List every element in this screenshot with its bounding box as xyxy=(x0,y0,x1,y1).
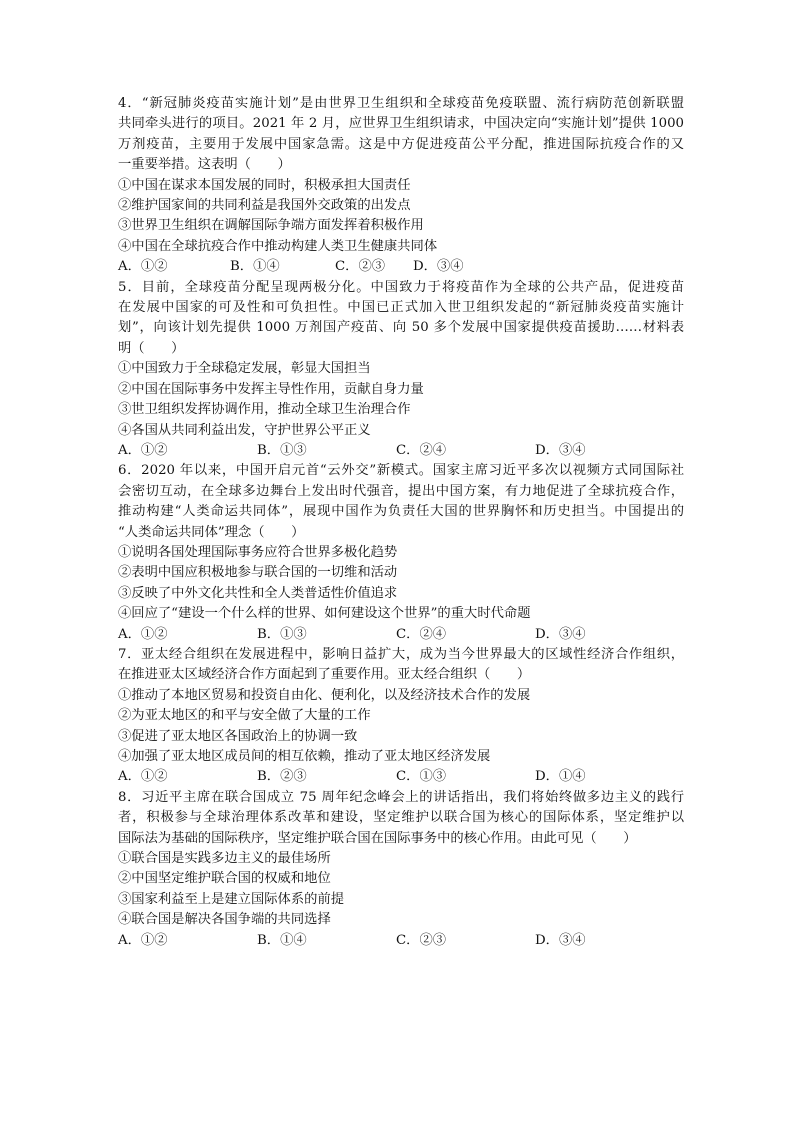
question-stem-line: 一重要举措。这表明（ ） xyxy=(118,157,291,173)
question-stem-line: 5．目前，全球疫苗分配呈现两极分化。中国致力于将疫苗作为全球的公共产品，促进疫苗 xyxy=(118,279,684,295)
option-b: B．①③ xyxy=(257,626,307,642)
option-b: B．②③ xyxy=(257,769,307,785)
option-b: B．①④ xyxy=(230,259,280,275)
statement-3: ③反映了中外文化共性和全人类普适性价值追求 xyxy=(118,585,398,601)
option-c: C．②④ xyxy=(396,626,447,642)
question-stem-line: 万剂疫苗，主要用于发展中国家急需。这是中方促进疫苗公平分配，推进国际抗疫合作的又 xyxy=(118,136,684,152)
question-stem-line: 会密切互动，在全球多边舞台上发出时代强音，提出中国方案，有力地促进了全球抗疫合作， xyxy=(118,483,684,499)
statement-2: ②表明中国应积极地参与联合国的一切维和活动 xyxy=(118,565,398,581)
question-stem-line: 在发展中国家的可及性和可负担性。中国已正式加入世卫组织发起的“新冠肺炎疫苗实施计 xyxy=(118,300,684,316)
option-b: B．①③ xyxy=(257,442,307,458)
question-stem-line: 8．习近平主席在联合国成立 75 周年纪念峰会上的讲话指出，我们将始终做多边主义的践行 xyxy=(118,789,684,805)
statement-1: ①推动了本地区贸易和投资自由化、便利化，以及经济技术合作的发展 xyxy=(118,687,531,703)
question-stem-line: 者，积极参与全球治理体系改革和建设，坚定维护以联合国为核心的国际体系，坚定维护以 xyxy=(118,810,684,826)
option-c: C．②③ xyxy=(396,932,447,948)
statement-1: ①中国在谋求本国发展的同时，积极承担大国责任 xyxy=(118,177,411,193)
option-a: A．①② xyxy=(118,259,168,275)
question-stem-line: 7．亚太经合组织在发展进程中，影响日益扩大，成为当今世界最大的区域性经济合作组织， xyxy=(118,646,684,662)
question-4 xyxy=(118,94,684,278)
option-a: A．①② xyxy=(118,442,168,458)
exam-page xyxy=(118,94,684,951)
answer-options xyxy=(118,625,684,645)
question-stem-line: 明（ ） xyxy=(118,340,185,356)
statement-4: ④加强了亚太地区成员间的相互依赖，推动了亚太地区经济发展 xyxy=(118,749,491,764)
question-stem-line: “人类命运共同体”理念（ ） xyxy=(118,524,305,540)
option-d: D．①④ xyxy=(535,769,586,785)
question-6 xyxy=(118,461,684,645)
answer-options xyxy=(118,767,684,787)
statement-4: ④中国在全球抗疫合作中推动构建人类卫生健康共同体 xyxy=(118,238,438,254)
option-a: A．①② xyxy=(118,626,168,642)
statement-2: ②为亚太地区的和平与安全做了大量的工作 xyxy=(118,708,371,724)
question-stem-line: 推动构建“人类命运共同体”，展现中国作为负责任大国的世界胸怀和历史担当。中国提出的 xyxy=(118,504,684,520)
option-d: D．③④ xyxy=(535,932,586,948)
answer-options xyxy=(118,257,684,277)
statement-1: ①说明各国处理国际事务应符合世界多极化趋势 xyxy=(118,544,398,560)
question-7 xyxy=(118,645,684,788)
question-stem-line: 划”，向该计划先提供 1000 万剂国产疫苗、向 50 多个发展中国家提供疫苗援助……材料表 xyxy=(118,320,684,336)
statement-3: ③国家利益至上是建立国际体系的前提 xyxy=(118,891,345,907)
statement-3: ③世卫组织发挥协调作用，推动全球卫生治理合作 xyxy=(118,402,411,418)
question-stem-line: 6．2020 年以来，中国开启元首“云外交”新模式。国家主席习近平多次以视频方式同国际社 xyxy=(118,463,684,479)
option-b: B．①④ xyxy=(257,932,307,948)
statement-4: ④回应了“建设一个什么样的世界、如何建设这个世界”的重大时代命题 xyxy=(118,606,531,622)
option-c: C．②④ xyxy=(396,442,447,458)
option-d: D．③④ xyxy=(413,259,464,275)
question-stem-line: 共同牵头进行的项目。2021 年 2 月，应世界卫生组织请求，中国决定向“实施计划”提供 1000 xyxy=(118,116,684,132)
option-c: C．②③ xyxy=(335,259,386,275)
statement-1: ①联合国是实践多边主义的最佳场所 xyxy=(118,851,331,867)
question-8 xyxy=(118,788,684,951)
statement-3: ③世界卫生组织在调解国际争端方面发挥着积极作用 xyxy=(118,218,424,234)
answer-options xyxy=(118,441,684,461)
answer-options xyxy=(118,931,684,951)
question-5 xyxy=(118,278,684,462)
statement-2: ②维护国家间的共同利益是我国外交政策的出发点 xyxy=(118,198,411,214)
option-d: D．③④ xyxy=(535,626,586,642)
option-a: A．①② xyxy=(118,769,168,785)
option-c: C．①③ xyxy=(396,769,447,785)
question-stem-line: 国际法为基础的国际秩序，坚定维护联合国在国际事务中的核心作用。由此可见（ ） xyxy=(118,830,637,846)
statement-2: ②中国在国际事务中发挥主导性作用，贡献自身力量 xyxy=(118,381,424,397)
statement-3: ③促进了亚太地区各国政治上的协调一致 xyxy=(118,728,358,744)
question-stem-line: 4．“新冠肺炎疫苗实施计划”是由世界卫生组织和全球疫苗免疫联盟、流行病防范创新联盟 xyxy=(118,96,684,111)
statement-4: ④联合国是解决各国争端的共同选择 xyxy=(118,912,331,928)
option-a: A．①② xyxy=(118,932,168,948)
statement-1: ①中国致力于全球稳定发展，彰显大国担当 xyxy=(118,361,371,377)
statement-2: ②中国坚定维护联合国的权威和地位 xyxy=(118,871,331,887)
statement-4: ④各国从共同利益出发，守护世界公平正义 xyxy=(118,422,371,438)
option-d: D．③④ xyxy=(535,442,586,458)
question-stem-line: 在推进亚太区域经济合作方面起到了重要作用。亚太经合组织（ ） xyxy=(118,667,531,683)
